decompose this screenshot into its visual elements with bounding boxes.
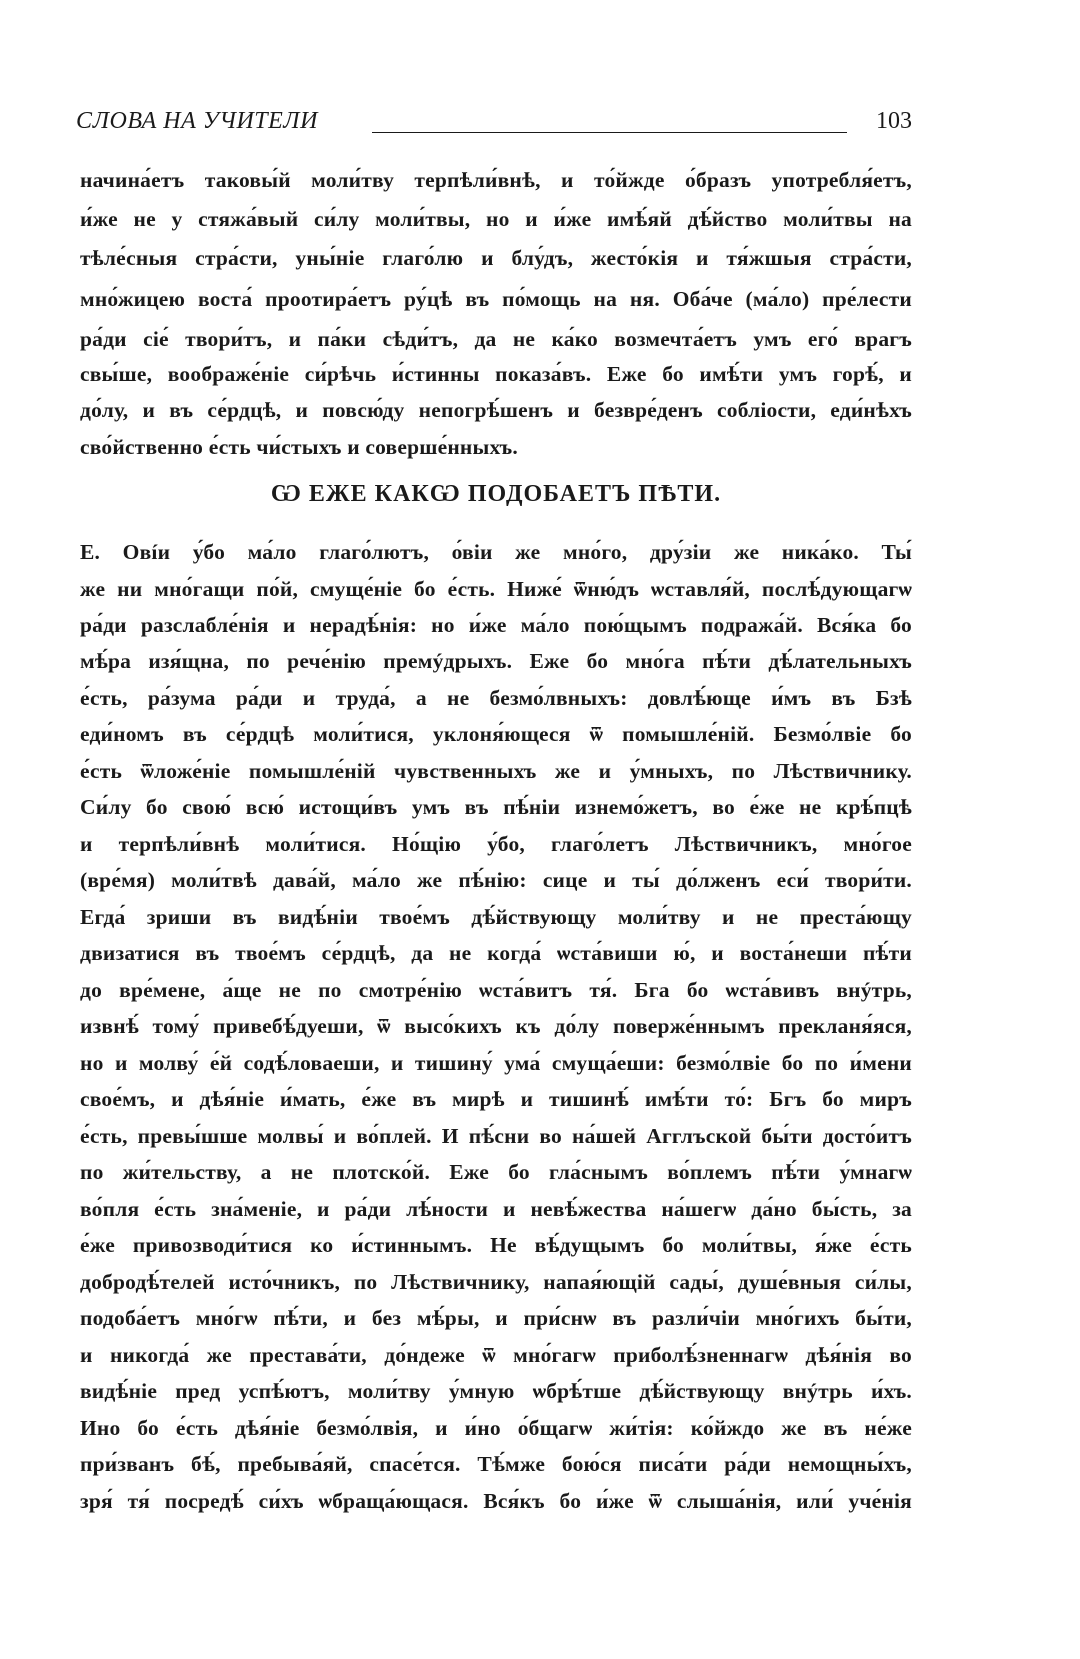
text-line: мѣ́ра изя́щна, по рече́нію премýдрыхъ. Еже бо мно́га пѣ́ти дѣ́лательныхъ (80, 649, 912, 673)
text-line: Си́лу бо свою́ всю́ истощи́въ умъ въ пѣ́ніи изнемо́жетъ, во е́же не крѣ́пцѣ (80, 795, 912, 819)
text-line: двизатися въ твое́мъ се́рдцѣ, да не когда́ ѡста́виши ю́, и воста́неши пѣ́ти (80, 941, 912, 965)
text-line: (вре́мя) моли́твѣ дава́й, ма́ло же пѣ́нію: сице и ты́ до́лженъ еси́ твори́ти. (80, 868, 912, 892)
page-number: 103 (876, 108, 912, 134)
text-line: Егда́ зриши въ видѣ́ніи твое́мъ дѣ́йствующу моли́тву и не преста́ющу (80, 905, 912, 929)
header-rule (372, 132, 847, 133)
text-line: но и молву́ е́й содѣ́ловаеши, и тишину́ ума́ смуща́еши: безмо́лвіе бо по и́мени (80, 1051, 912, 1075)
text-line: свы́ше, воображе́ніе си́рѣчь и́стинны показа́въ. Еже бо имѣ́ти умъ горѣ́, и (80, 362, 912, 386)
text-line: Ино бо е́сть дѣя́ніе безмо́лвія, и и́но о́бщагѡ жи́тія: ко́йждо же въ не́же (80, 1416, 912, 1440)
text-line: мно́жицею воста́ проотира́етъ ру́цѣ въ по́мощь на ня. Оба́че (ма́ло) пре́лести (80, 287, 912, 311)
text-line: и никогда́ же престава́ти, до́ндеже ѿ мно́гагѡ приболѣ́зненнагѡ дѣя́нія во (80, 1343, 912, 1367)
text-line: еди́номъ въ се́рдцѣ моли́тися, уклоня́ющеся ѿ помышле́ній. Безмо́лвіе бо (80, 722, 912, 746)
text-line: же ни мно́гащи по́й, смуще́ніе бо е́сть. Ниже́ ѿню́дъ ѡставля́й, послѣ́дующагѡ (80, 577, 912, 601)
running-header (76, 108, 912, 142)
text-line: и терпѣли́внѣ моли́тися. Но́щію у́бо, глаго́летъ Лѣствичникъ, мно́гое (80, 832, 912, 856)
text-line: начина́етъ таковы́й моли́тву терпѣли́внѣ, и то́йжде о́бразъ употребля́етъ, (80, 168, 912, 192)
text-line: видѣ́ніе пред успѣ́ютъ, моли́тву у́мную ѡбрѣ́тше дѣ́йствующу внýтрь и́хъ. (80, 1379, 912, 1403)
text-line: Е. Овíи у́бо ма́ло глаго́лютъ, о́віи же мно́го, дру́зіи же ника́ко. Ты́ (80, 540, 912, 564)
text-line: и́же не у стяжа́вый си́лу моли́твы, но и и́же имѣ́яй дѣ́йство моли́твы на (80, 207, 912, 231)
text-line: е́сть, ра́зума ра́ди и труда́, а не безмо́лвныхъ: довлѣ́юще и́мъ въ Бзѣ (80, 686, 912, 710)
text-line: сво́йственно е́сть чи́стыхъ и соверше́нныхъ. (80, 435, 518, 459)
section-heading: Ѡ ЕЖЕ КАКѠ ПОДОБАЕТЪ ПѢТИ. (270, 481, 722, 507)
text-line: е́сть ѿложе́ніе помышле́ній чувственныхъ же и у́мныхъ, по Лѣствичнику. (80, 759, 912, 783)
text-line: по жи́тельству, а не плотско́й. Еже бо гла́снымъ во́племъ пѣ́ти у́мнагѡ (80, 1160, 912, 1184)
text-line: во́пля е́сть зна́меніе, и ра́ди лѣ́ности и невѣ́жества на́шегѡ да́но бы́сть, за (80, 1197, 912, 1221)
text-line: добродѣ́телей исто́чникъ, по Лѣствичнику, напая́ющій сады́, душе́вныя си́лы, (80, 1270, 912, 1294)
text-line: свое́мъ, и дѣя́ніе и́мать, е́же въ мирѣ и тишинѣ́ имѣ́ти то́: Бгъ бо миръ (80, 1087, 912, 1111)
text-line: подоба́етъ мно́гѡ пѣ́ти, и без мѣ́ры, и при́снѡ въ разли́чіи мно́гихъ бы́ти, (80, 1306, 912, 1330)
text-line: ра́ди разслабле́нія и нерадѣ́нія: но и́же ма́ло пою́щымъ подража́й. Вся́ка бо (80, 613, 912, 637)
text-line: при́званъ бѣ́, пребыва́яй, спасе́тся. Тѣ́мже бою́ся писа́ти ра́ди немощны́хъ, (80, 1452, 912, 1476)
text-line: извнѣ́ тому́ привебѣ́дуеши, ѿ высо́кихъ къ до́лу поверже́ннымъ прекланя́яся, (80, 1014, 912, 1038)
text-line: ра́ди сіе́ твори́тъ, и па́ки сѣди́тъ, да не ка́ко возмечта́етъ умъ его́ врагъ (80, 327, 912, 351)
text-line: е́же привозводи́тися ко и́стиннымъ. Не вѣ́дущымъ бо моли́твы, я́же е́сть (80, 1233, 912, 1257)
text-line: е́сть, превы́шше молвы́ и во́плей. И пѣ́сни во на́шей Агглъской бы́ти досто́итъ (80, 1124, 912, 1148)
running-title: СЛОВА НА УЧИТЕЛИ (76, 108, 318, 134)
text-line: до́лу, и въ се́рдцѣ, и повсю́ду непогрѣ́шенъ и безвре́денъ собліости, еди́нѣхъ (80, 398, 912, 422)
text-line: зря́ тя́ посредѣ́ си́хъ ѡбраща́ющася. Вся́къ бо и́же ѿ слыша́нія, или́ уче́нія (80, 1489, 912, 1513)
text-line: до вре́мене, а́ще не по смотре́нію ѡста́витъ тя́. Бга бо ѡста́вивъ внýтрь, (80, 978, 912, 1002)
text-line: тѣле́сныя стра́сти, уны́ніе глаго́лю и блу́дъ, жесто́кія и тя́жшыя стра́сти, (80, 246, 912, 270)
